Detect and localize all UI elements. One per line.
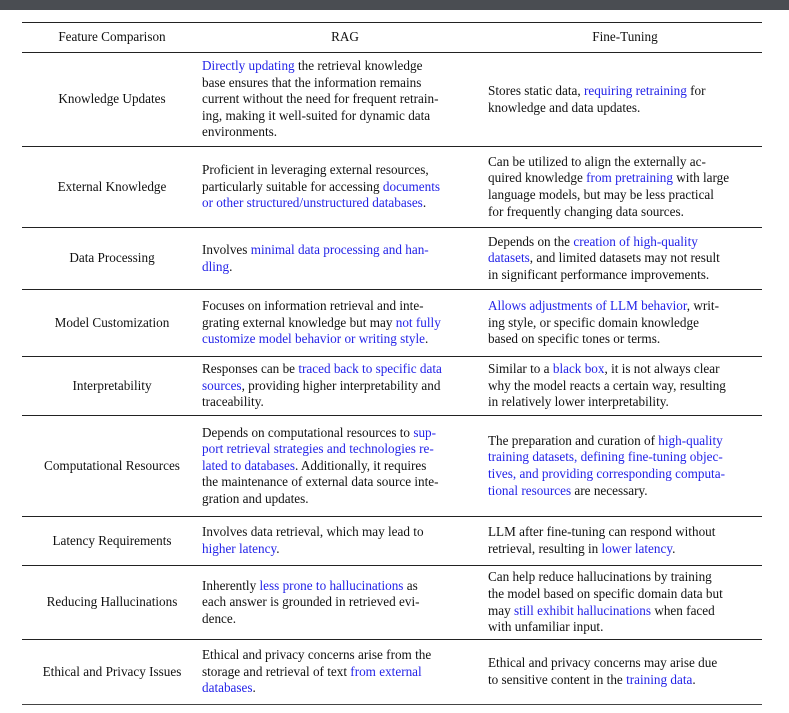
- text-segment: .: [252, 680, 256, 696]
- text-line: [202, 647, 488, 664]
- feature-name: Reducing Hallucinations: [22, 566, 202, 640]
- text-segment: Ethical and privacy concerns arise from the: [202, 647, 432, 663]
- text-segment: as: [403, 577, 418, 593]
- text-line: [202, 162, 488, 179]
- text-line: [488, 449, 762, 466]
- text-segment: , writ-: [686, 298, 719, 314]
- table-row: [22, 566, 762, 640]
- table-row: [22, 290, 762, 357]
- text-line: [202, 108, 488, 125]
- text-line: [202, 541, 488, 558]
- text-segment: , providing higher interpretability and: [241, 377, 441, 393]
- citation-link[interactable]: customize model behavior or writing style: [202, 331, 426, 347]
- text-segment: why the model reacts a certain way, resulting: [488, 377, 726, 393]
- text-line: [488, 569, 762, 586]
- fine-tuning-cell: [488, 53, 762, 147]
- text-line: [202, 458, 488, 475]
- citation-link[interactable]: dling: [202, 258, 230, 274]
- text-segment: Inherently: [202, 577, 260, 593]
- text-line: [488, 170, 762, 187]
- feature-name: External Knowledge: [22, 147, 202, 228]
- text-segment: current without the need for frequent retrain-: [202, 91, 439, 107]
- text-line: [488, 234, 762, 251]
- text-line: [488, 298, 762, 315]
- text-line: [488, 466, 762, 483]
- citation-link[interactable]: creation of high-quality: [573, 233, 698, 249]
- text-segment: Similar to a: [488, 361, 553, 377]
- text-line: [202, 58, 488, 75]
- text-segment: .: [276, 541, 280, 556]
- text-segment: Depends on computational resources to: [202, 424, 414, 440]
- text-line: [488, 586, 762, 603]
- header-fine-tuning: Fine-Tuning: [488, 23, 762, 53]
- text-line: [488, 250, 762, 267]
- text-line: [202, 664, 488, 681]
- text-segment: The preparation and curation of: [488, 432, 659, 448]
- text-line: [202, 361, 488, 378]
- text-line: [488, 524, 762, 541]
- text-line: [488, 603, 762, 620]
- rag-cell: [202, 53, 488, 147]
- header-feature: Feature Comparison: [22, 23, 202, 53]
- feature-name: Knowledge Updates: [22, 53, 202, 147]
- text-segment: . Additionally, it requires: [295, 457, 427, 473]
- table-row: [22, 357, 762, 416]
- text-line: [488, 187, 762, 204]
- text-segment: , and limited datasets may not result: [529, 250, 720, 266]
- text-line: [488, 541, 762, 558]
- text-segment: Involves data retrieval, which may lead to: [202, 524, 424, 540]
- citation-link[interactable]: from pretraining: [586, 170, 673, 186]
- citation-link[interactable]: not fully: [395, 314, 441, 330]
- fine-tuning-cell: [488, 517, 762, 566]
- citation-link[interactable]: databases: [202, 680, 253, 696]
- text-segment: knowledge and data updates.: [488, 99, 641, 115]
- text-line: [488, 433, 762, 450]
- rag-cell: [202, 517, 488, 566]
- feature-name: Model Customization: [22, 290, 202, 357]
- text-segment: language models, but may be less practical: [488, 187, 714, 202]
- citation-link[interactable]: lower latency: [601, 541, 673, 556]
- text-segment: ing style, or specific domain knowledge: [488, 314, 699, 330]
- rag-cell: [202, 566, 488, 640]
- fine-tuning-cell: [488, 290, 762, 357]
- text-line: [488, 672, 762, 689]
- text-line: [202, 331, 488, 348]
- citation-link[interactable]: datasets: [488, 250, 530, 266]
- text-line: [488, 619, 762, 636]
- citation-link[interactable]: from external: [350, 663, 422, 679]
- text-line: [202, 524, 488, 541]
- text-line: [488, 83, 762, 100]
- text-line: [488, 315, 762, 332]
- header-row: [22, 23, 762, 53]
- citation-link[interactable]: sources: [202, 377, 242, 393]
- text-segment: retrieval, resulting in: [488, 541, 602, 556]
- rag-cell: [202, 640, 488, 705]
- citation-link[interactable]: traced back to specific data: [298, 361, 442, 377]
- text-line: [202, 594, 488, 611]
- fine-tuning-cell: [488, 357, 762, 416]
- citation-link[interactable]: sup-: [413, 424, 437, 440]
- text-segment: particularly suitable for accessing: [202, 178, 383, 194]
- text-segment: for: [686, 82, 706, 98]
- fine-tuning-cell: [488, 416, 762, 517]
- header-rag: RAG: [202, 23, 488, 53]
- text-segment: the retrieval knowledge: [294, 58, 423, 74]
- text-line: [202, 91, 488, 108]
- text-segment: Involves: [202, 241, 251, 257]
- text-line: [202, 474, 488, 491]
- text-line: [202, 75, 488, 92]
- top-bar: [0, 0, 789, 10]
- text-line: [488, 100, 762, 117]
- fine-tuning-cell: [488, 566, 762, 640]
- fine-tuning-cell: [488, 147, 762, 228]
- text-segment: when faced: [651, 602, 715, 618]
- text-line: [202, 611, 488, 628]
- rag-cell: [202, 416, 488, 517]
- rag-cell: [202, 357, 488, 416]
- rag-cell: [202, 147, 488, 228]
- citation-link[interactable]: port retrieval strategies and technologies re-: [202, 441, 434, 457]
- citation-link[interactable]: tional resources: [488, 482, 572, 498]
- citation-link[interactable]: training datasets, defining fine-tuning objec-: [488, 449, 723, 465]
- text-line: [488, 361, 762, 378]
- citation-link[interactable]: Directly updating: [202, 58, 295, 74]
- text-segment: Responses can be: [202, 361, 299, 377]
- text-segment: LLM after fine-tuning can respond without: [488, 524, 716, 540]
- text-line: [488, 378, 762, 395]
- feature-name: Computational Resources: [22, 416, 202, 517]
- text-segment: .: [425, 331, 429, 347]
- comparison-table: [22, 22, 762, 705]
- citation-link[interactable]: documents: [382, 178, 441, 194]
- table-row: [22, 416, 762, 517]
- text-line: [488, 204, 762, 221]
- text-line: [488, 154, 762, 171]
- text-segment: for frequently changing data sources.: [488, 203, 684, 219]
- text-segment: Can be utilized to align the externally ac-: [488, 153, 706, 169]
- text-segment: , it is not always clear: [604, 361, 720, 377]
- fine-tuning-cell: [488, 228, 762, 290]
- table-row: [22, 228, 762, 290]
- text-segment: the maintenance of external data source inte-: [202, 474, 439, 490]
- text-segment: dence.: [202, 610, 237, 626]
- citation-link[interactable]: black box: [552, 361, 605, 377]
- text-line: [202, 259, 488, 276]
- table-row: [22, 517, 762, 566]
- citation-link[interactable]: minimal data processing and han-: [250, 241, 429, 257]
- text-line: [488, 483, 762, 500]
- text-line: [202, 195, 488, 212]
- citation-link[interactable]: or other structured/unstructured databases: [202, 195, 423, 211]
- citation-link[interactable]: high-quality: [658, 432, 723, 448]
- text-segment: grating external knowledge but may: [202, 314, 396, 330]
- text-line: [202, 242, 488, 259]
- citation-link[interactable]: less prone to hallucinations: [259, 577, 404, 593]
- table-row: [22, 53, 762, 147]
- text-segment: base ensures that the information remains: [202, 74, 422, 90]
- text-segment: Can help reduce hallucinations by training: [488, 569, 712, 585]
- text-segment: quired knowledge: [488, 170, 587, 186]
- text-line: [202, 298, 488, 315]
- text-line: [488, 394, 762, 411]
- text-segment: Proficient in leveraging external resources,: [202, 162, 429, 178]
- text-line: [202, 578, 488, 595]
- fine-tuning-cell: [488, 640, 762, 705]
- text-segment: environments.: [202, 124, 278, 140]
- text-line: [202, 441, 488, 458]
- feature-name: Interpretability: [22, 357, 202, 416]
- text-segment: .: [692, 672, 696, 687]
- text-line: [202, 394, 488, 411]
- text-segment: traceability.: [202, 394, 264, 410]
- text-line: [202, 179, 488, 196]
- text-segment: each answer is grounded in retrieved evi-: [202, 594, 420, 610]
- text-segment: Stores static data,: [488, 82, 584, 98]
- text-line: [202, 491, 488, 508]
- text-line: [488, 267, 762, 284]
- text-line: [202, 315, 488, 332]
- text-segment: are necessary.: [571, 482, 648, 498]
- text-segment: gration and updates.: [202, 490, 309, 506]
- text-segment: .: [229, 258, 233, 274]
- rag-cell: [202, 290, 488, 357]
- feature-name: Data Processing: [22, 228, 202, 290]
- text-segment: Focuses on information retrieval and inte-: [202, 298, 424, 314]
- rag-cell: [202, 228, 488, 290]
- table-row: [22, 640, 762, 705]
- text-line: [202, 680, 488, 697]
- text-line: [488, 655, 762, 672]
- text-line: [202, 124, 488, 141]
- feature-name: Ethical and Privacy Issues: [22, 640, 202, 705]
- text-segment: Ethical and privacy concerns may arise due: [488, 655, 718, 671]
- citation-link[interactable]: Allows adjustments of LLM behavior: [488, 298, 687, 314]
- text-segment: Depends on the: [488, 233, 574, 249]
- text-segment: with unfamiliar input.: [488, 619, 604, 635]
- text-segment: may: [488, 602, 515, 618]
- text-segment: ing, making it well-suited for dynamic data: [202, 107, 431, 123]
- text-segment: to sensitive content in the: [488, 672, 627, 687]
- text-line: [488, 331, 762, 348]
- table-row: [22, 147, 762, 228]
- text-segment: with large: [672, 170, 730, 186]
- citation-link[interactable]: higher latency: [202, 541, 277, 556]
- text-line: [202, 425, 488, 442]
- citation-link[interactable]: lated to databases: [202, 457, 296, 473]
- citation-link[interactable]: still exhibit hallucinations: [514, 602, 652, 618]
- text-segment: based on specific tones or terms.: [488, 331, 661, 347]
- citation-link[interactable]: tives, and providing corresponding computa-: [488, 466, 725, 481]
- text-segment: .: [672, 541, 676, 556]
- text-segment: storage and retrieval of text: [202, 663, 351, 679]
- citation-link[interactable]: training data: [626, 672, 693, 687]
- citation-link[interactable]: requiring retraining: [583, 82, 687, 98]
- text-segment: .: [422, 195, 427, 211]
- text-segment: in significant performance improvements.: [488, 266, 710, 282]
- text-line: [202, 378, 488, 395]
- text-segment: in relatively lower interpretability.: [488, 394, 669, 410]
- text-segment: the model based on specific domain data but: [488, 585, 723, 601]
- feature-name: Latency Requirements: [22, 517, 202, 566]
